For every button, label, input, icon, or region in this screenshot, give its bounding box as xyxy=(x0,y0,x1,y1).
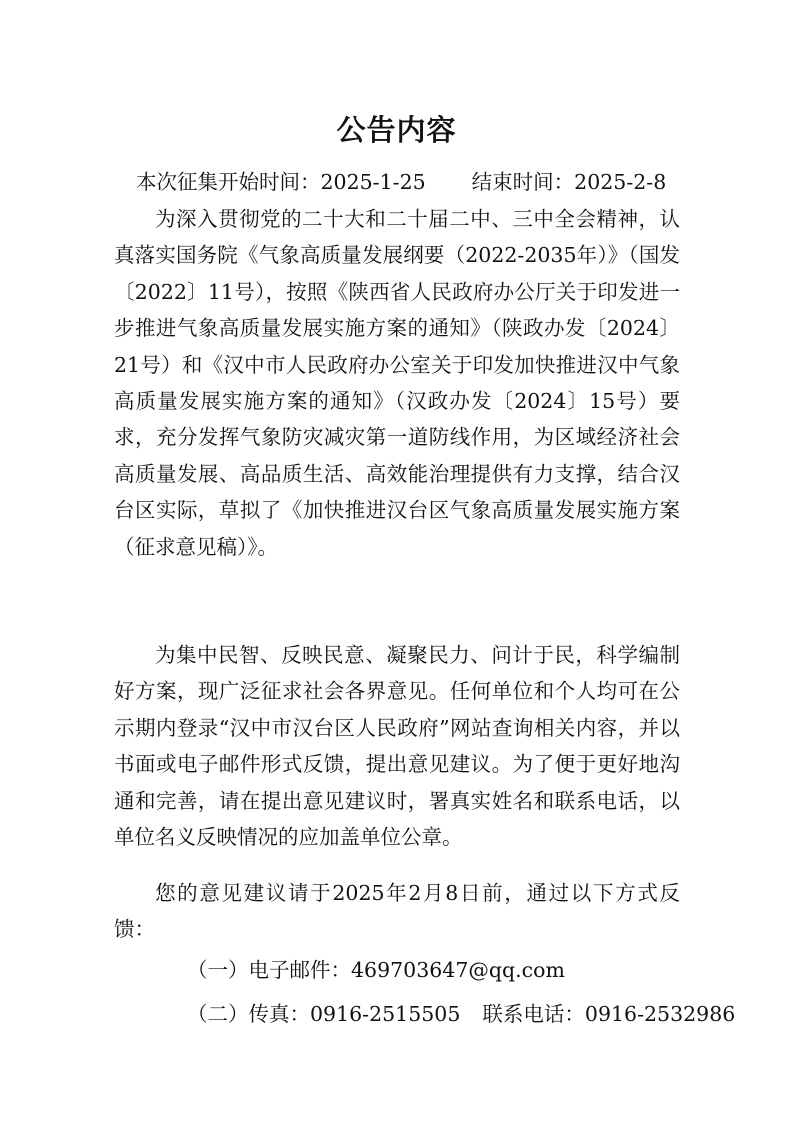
email-contact: （一）电子邮件：469703647@qq.com xyxy=(187,958,565,982)
fax-phone-contact xyxy=(187,996,735,1032)
end-date: 结束时间：2025-2-8 xyxy=(471,170,667,194)
phone-number: 联系电话：0916-2532986 xyxy=(482,1002,736,1026)
fax-number: （二）传真：0916-2515505 xyxy=(187,1002,461,1026)
collection-dates xyxy=(114,164,680,200)
page-title: 公告内容 xyxy=(336,113,457,147)
consultation-paragraph: 为集中民智、反映民意、凝聚民力、问计于民，科学编制好方案，现广泛征求社会各界意见。任何单位和个人均可在公示期内登录“汉中市汉台区人民政府”网站查询相关内容，并以书面或电子邮件形式反馈，提出意见建议。为了便于更好地沟通和完善，请在提出意见建议时，署真实姓名和联系电话，以单位名义反映情况的应加盖单位公章。 xyxy=(114,643,680,850)
start-date: 本次征集开始时间：2025-1-25 xyxy=(136,170,426,194)
background-paragraph: 为深入贯彻党的二十大和二十届二中、三中全会精神，认真落实国务院《气象高质量发展纲要（2022-2035年）》（国发〔2022〕11号），按照《陕西省人民政府办公厅关于印发进一步推进气象高质量发展实施方案的通知》（陕政办发〔2024〕21号）和《汉中市人民政府办公室关于印发加快推进汉中气象高质量发展实施方案的通知》（汉政办发〔2024〕15号）要求，充分发挥气象防灾减灾第一道防线作用，为区域经济社会高质量发展、高品质生活、高效能治理提供有力支撑，结合汉台区实际，草拟了《加快推进汉台区气象高质量发展实施方案（征求意见稿）》。 xyxy=(114,207,680,559)
feedback-deadline-paragraph: 您的意见建议请于2025年2月8日前，通过以下方式反馈： xyxy=(114,881,680,942)
